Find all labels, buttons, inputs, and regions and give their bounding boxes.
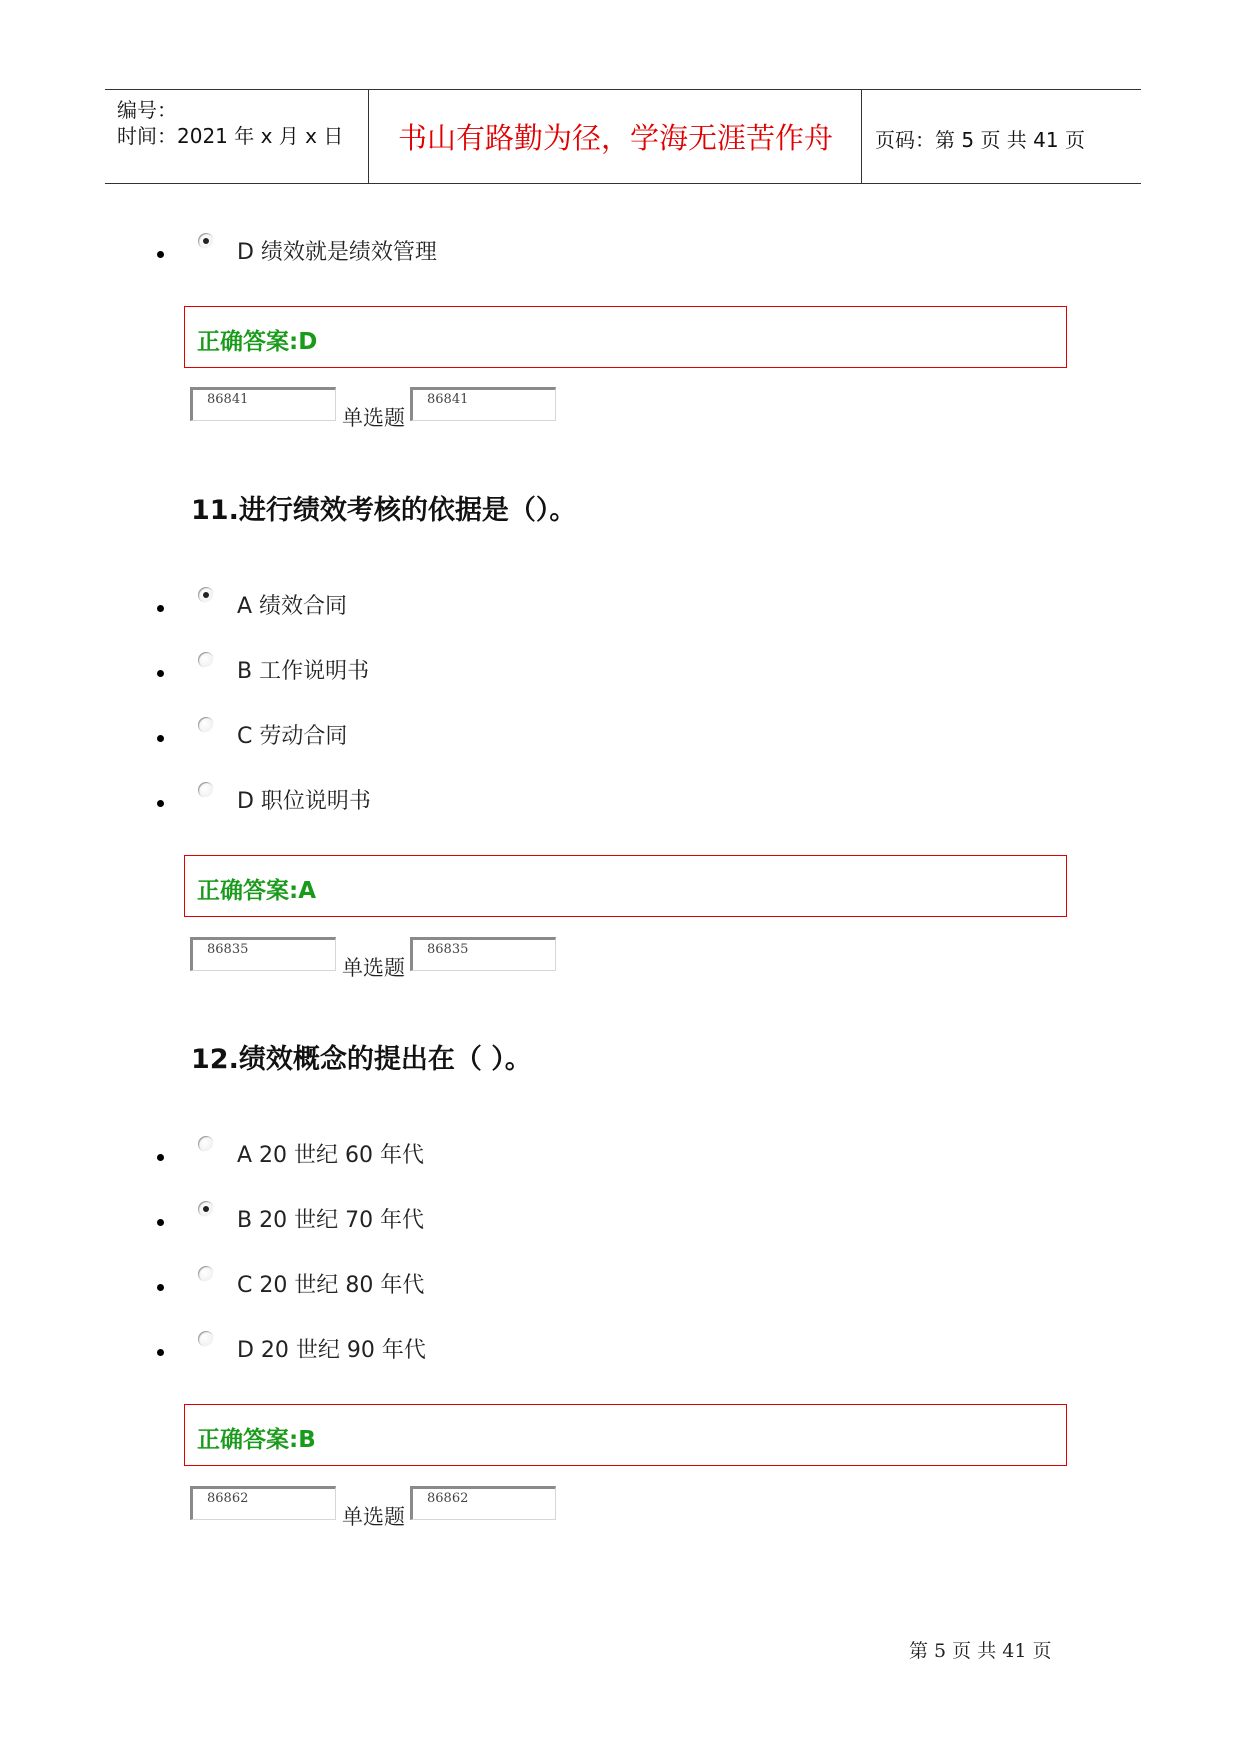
option-label: D 绩效就是绩效管理 [237, 240, 437, 265]
question-title-12: 12.绩效概念的提出在（ ）。 [191, 1044, 532, 1075]
question-id-value: 86835 [207, 942, 249, 957]
bullet-icon [157, 1284, 164, 1291]
bullet-icon [157, 1349, 164, 1356]
option-label: C 20 世纪 80 年代 [237, 1273, 425, 1298]
option-label: A 绩效合同 [237, 594, 348, 619]
question-type-label: 单选题 [342, 956, 405, 980]
option-c[interactable] [0, 714, 600, 754]
option-d[interactable] [0, 779, 600, 819]
time-label: 时间：2021 年 x 月 x 日 [117, 124, 344, 148]
question-title-11: 11.进行绩效考核的依据是（）。 [191, 495, 577, 526]
header-right-cell [863, 90, 1141, 183]
bullet-icon [157, 670, 164, 677]
bullet-icon [157, 251, 164, 258]
question-id-input[interactable] [190, 387, 336, 421]
correct-answer-box [184, 1404, 1067, 1466]
bullet-icon [157, 735, 164, 742]
question-id-input[interactable] [190, 937, 336, 971]
bullet-icon [157, 1154, 164, 1161]
option-a[interactable] [0, 584, 600, 624]
option-b[interactable] [0, 649, 600, 689]
question-id-input-2[interactable] [410, 937, 556, 971]
question-id-input-2[interactable] [410, 1486, 556, 1520]
header-left-cell [105, 90, 369, 183]
radio-button[interactable] [198, 1331, 214, 1347]
radio-button[interactable] [198, 717, 214, 733]
radio-button[interactable] [198, 782, 214, 798]
question-type-label: 单选题 [342, 1505, 405, 1529]
option-label: A 20 世纪 60 年代 [237, 1143, 425, 1168]
question-id-value-2: 86841 [427, 392, 469, 407]
correct-answer-text: 正确答案:A [197, 878, 316, 904]
option-c[interactable] [0, 1263, 600, 1303]
bullet-icon [157, 1219, 164, 1226]
question-id-input-2[interactable] [410, 387, 556, 421]
motto-text: 书山有路勤为径，学海无涯苦作舟 [397, 121, 833, 155]
bullet-icon [157, 800, 164, 807]
question-id-value-2: 86862 [427, 1491, 469, 1506]
question-id-value: 86841 [207, 392, 249, 407]
question-id-input[interactable] [190, 1486, 336, 1520]
option-a[interactable] [0, 1133, 600, 1173]
header-center-cell [370, 90, 862, 183]
option-label: B 20 世纪 70 年代 [237, 1208, 425, 1233]
bullet-icon [157, 605, 164, 612]
radio-button[interactable] [198, 233, 214, 249]
option-d[interactable] [0, 1328, 600, 1368]
radio-button[interactable] [198, 587, 214, 603]
correct-answer-box [184, 306, 1067, 368]
question-type-label: 单选题 [342, 406, 405, 430]
number-label: 编号： [117, 98, 177, 122]
option-label: B 工作说明书 [237, 659, 370, 684]
page-footer: 第 5 页 共 41 页 [909, 1640, 1052, 1662]
option-d[interactable] [0, 230, 600, 270]
option-label: D 职位说明书 [237, 789, 371, 814]
question-id-value: 86862 [207, 1491, 249, 1506]
option-label: C 劳动合同 [237, 724, 348, 749]
page-info: 页码：第 5 页 共 41 页 [875, 128, 1085, 152]
question-id-value-2: 86835 [427, 942, 469, 957]
page-header [105, 89, 1141, 184]
option-b[interactable] [0, 1198, 600, 1238]
radio-button[interactable] [198, 652, 214, 668]
correct-answer-text: 正确答案:B [197, 1427, 316, 1453]
option-label: D 20 世纪 90 年代 [237, 1338, 426, 1363]
radio-button[interactable] [198, 1136, 214, 1152]
correct-answer-text: 正确答案:D [197, 329, 318, 355]
radio-button[interactable] [198, 1266, 214, 1282]
correct-answer-box [184, 855, 1067, 917]
radio-button[interactable] [198, 1201, 214, 1217]
